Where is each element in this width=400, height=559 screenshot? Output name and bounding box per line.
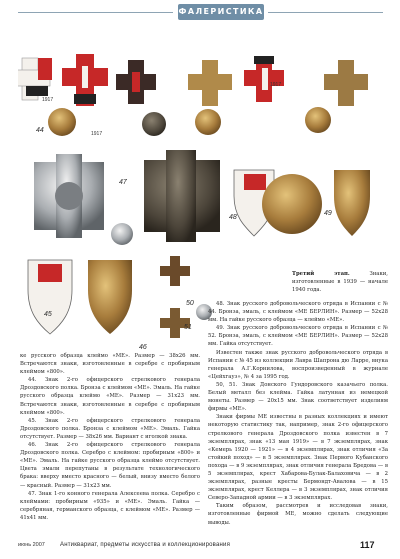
stamp-year-left: 1917	[42, 97, 54, 103]
figure-label-44: 44	[36, 127, 44, 134]
paragraph: 50, 51. Знак Донского Гундоровского казачьего полка. Белый металл без клейма. Гайка латунная из немецкой монеты. Размер — 20x15 мм. Знак соответствует изделиям фирмы «МЕ».	[208, 381, 388, 413]
page-footer	[0, 538, 400, 559]
paragraph: 48. Знак русского добровольческого отряда в Испании с № 44. Бронза, эмаль, с клеймом «МЕ БЕРЛИН». Размер — 52x28 мм. На гайке русского образца — клеймо «МЕ».	[208, 301, 388, 324]
page-number: 117	[360, 540, 375, 550]
badge-47-silver-eagle	[34, 154, 104, 238]
figure-label-47: 47	[119, 179, 127, 186]
figure-label-50: 50	[186, 300, 194, 307]
paragraph: 49. Знак русского добровольческого отряда в Испании с № 52. Бронза, эмаль, с клеймом «МЕ БЕРЛИН». Размер — 52x28 мм. Гайка отсутствует.	[208, 325, 388, 348]
badge-bronze-cross-right	[324, 60, 368, 106]
section-header	[0, 4, 400, 21]
figure-label-48: 48	[229, 214, 237, 221]
left-column	[20, 352, 200, 522]
paragraph: 46. Знак 2-го офицерского стрелкового генерала Дроздовского полка. Серебро с клеймом: пробирным «800» и «МЕ». Эмаль. На гайке русского образца клеймо отсутствует. Цвета эмали перепутаны в результате технологического брака: вверху вместо красного — белый, внизу вместо белого — красный. Размер — 31x23 мм.	[20, 442, 200, 489]
header-rule-right	[268, 12, 383, 13]
badge-51-small-cross	[160, 308, 190, 338]
badge-red-cross-2	[244, 56, 284, 102]
paragraph: Таким образом, рассмотрев и исследовав знаки, изготовленные фирмой МЕ, можно сделать следующие выводы.	[208, 503, 388, 526]
nut-bronze	[195, 109, 221, 135]
publication-strip	[60, 542, 352, 550]
badge-red-cross-1	[62, 54, 108, 106]
intro-text: Знаки, изготовленные в 1939 — начале 1940 года.	[292, 271, 388, 294]
paragraph: 47. Знак 1-го конного генерала Алексеева полка. Серебро с клеймами: пробирным «935» и «МЕ». Эмаль. Гайка — серебряная, германского образца, с клеймом «МЕ». Размер — 41x41 мм.	[20, 490, 200, 521]
stamp-year-mid: 1917	[91, 131, 103, 137]
nut-bronze-right	[305, 107, 331, 133]
badge-eagle-dark	[144, 150, 220, 242]
issue-date: июнь 2007	[18, 542, 45, 548]
paragraph: 44. Знак 2-го офицерского стрелкового генерала Дроздовского полка. Бронза с клеймом «МЕ». Эмаль. На гайке русского образца клеймо «МЕ». Размер — 31x23 мм. Встречаются знаки, изготовленные в серебре с пробирным клеймом «800».	[20, 377, 200, 416]
screw-dark	[142, 112, 166, 136]
paragraph: ке русского образца клеймо «МЕ». Размер — 38x26 мм. Встречаются знаки, изготовленные в серебре с пробирным клеймом «800».	[20, 353, 200, 376]
figure-label-46: 46	[139, 344, 147, 351]
paragraph: Знаки фирмы МЕ известны в разных коллекциях и имеют некоторую статистику так, например, знак 2-го офицерского стрелкового генерала Дроздовского полка известен в 7 экземплярах, знак «13 мая 1919» — в 7 экземплярах, знак «Кемерь 1920 — 1921» — в 4 экземплярах, знак отличия «За стойкий поход» — в 5 экземплярах. Знак Первого Кубанского похода — в 9 экземплярах, знак отличия генерала Бредова — в 5 экземплярах, крест Хабарова-Булак-Балаховича — в 2 экземплярах, разные кресты Бермондт-Авалова — в 15 экземплярах, крест Келлера — в 3 экземплярах, знак отличия Северо-Западной армии — в 3 экземплярах.	[208, 414, 388, 502]
badge-shield-bronze-lower	[88, 260, 132, 334]
section-title: ФАЛЕРИСТИКА	[178, 4, 264, 20]
paragraph: 45. Знак 2-го офицерского стрелкового генерала Дроздовского полка. Бронза с клеймом «МЕ». Эмаль. Гайка отсутствует. Размер — 38x26 мм. Вариант с иголкой знака.	[20, 417, 200, 440]
badge-bronze-cross	[188, 60, 232, 106]
nut-44	[48, 108, 76, 136]
badge-shield-bronze-right	[334, 170, 370, 236]
intro-heading: Третий этап.	[292, 271, 350, 277]
publication-name: Антиквариат, предметы искусства и коллекционирования	[60, 542, 231, 548]
badge-shield-reverse	[262, 174, 322, 234]
badge-44-white-cross	[18, 58, 52, 100]
stamp-year-right: 1917	[270, 82, 282, 88]
right-column	[208, 300, 388, 527]
figure-label-51: 51	[184, 324, 192, 331]
header-rule-left	[18, 12, 173, 13]
badge-48-shield-white	[28, 260, 72, 334]
figure-label-45: 45	[44, 311, 52, 318]
badge-screw-silver	[111, 223, 133, 245]
badge-50-small-cross	[160, 256, 190, 286]
badge-dark-cross-1	[116, 60, 156, 104]
paragraph: Известен также знак русского добровольческого отряда в Испании с № 45 из коллекции Лавра Шапрона дю Ларре, внука генерала А.Г.Корнилова, воспроизведенный в журнале «Цейхгауз», № 4 за 1995 год.	[208, 349, 388, 380]
intro-third-stage	[292, 270, 388, 294]
figure-label-49: 49	[324, 210, 332, 217]
